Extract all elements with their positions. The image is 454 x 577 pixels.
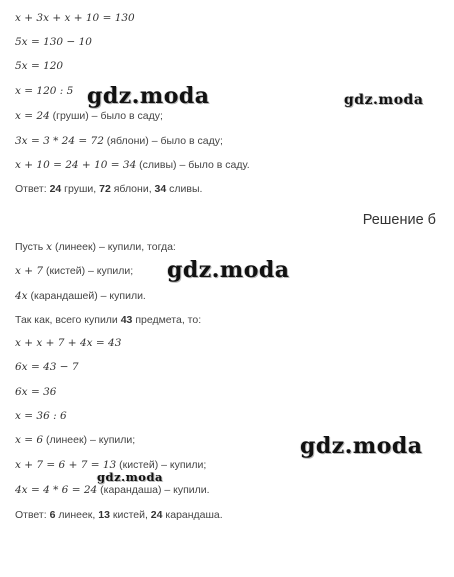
- line-text: линеек,: [55, 509, 99, 521]
- math-expression: 4x: [15, 290, 28, 302]
- line-text: (кистей) – купили;: [116, 459, 207, 471]
- line-text: карандаша.: [162, 509, 223, 521]
- answer-number: 24: [150, 509, 163, 521]
- solution-b-heading: Решение б: [362, 212, 436, 228]
- solution-b-answer: [15, 508, 223, 522]
- math-expression: x = 36 : 6: [15, 410, 67, 422]
- math-expression: x + 10 = 24 + 10 = 34: [15, 159, 137, 171]
- solution-b-line-3: [15, 289, 146, 303]
- line-text: (груши) – было в саду;: [49, 110, 163, 122]
- answer-number: 43: [120, 314, 133, 326]
- line-text: (яблони) – было в саду;: [103, 135, 223, 147]
- line-text: яблони,: [110, 183, 155, 195]
- math-expression: 5x = 120: [15, 60, 64, 72]
- solution-b-line-6: [15, 360, 79, 374]
- math-expression: 6x = 43 − 7: [15, 361, 79, 373]
- solution-a-answer: [15, 182, 202, 196]
- solution-b-line-11: [15, 483, 210, 497]
- solution-a-line-5: [15, 109, 163, 123]
- solution-b-line-1: [15, 240, 176, 254]
- answer-number: 13: [98, 509, 110, 521]
- line-text: кистей,: [109, 509, 151, 521]
- line-text: (кистей) – купили;: [43, 265, 134, 277]
- watermark-logo: gdz.moda: [344, 92, 424, 108]
- math-expression: 4x = 4 * 6 = 24: [15, 484, 98, 496]
- math-expression: 3x = 3 * 24 = 72: [15, 135, 104, 147]
- line-text: (карандаша) – купили.: [97, 484, 210, 496]
- solution-a-line-1: [15, 11, 135, 25]
- solution-a-line-6: [15, 134, 223, 148]
- answer-number: 6: [49, 509, 56, 521]
- watermark-logo: gdz.moda: [300, 433, 423, 459]
- answer-number: 34: [154, 183, 167, 195]
- answer-number: 72: [99, 183, 111, 195]
- solution-a-line-7: [15, 158, 250, 172]
- solution-a-line-4: [15, 84, 73, 98]
- math-expression: x + 7: [15, 265, 44, 277]
- solution-b-line-7: [15, 385, 56, 399]
- line-text: (линеек) – купили;: [43, 434, 136, 446]
- solution-b-line-2: [15, 264, 133, 278]
- line-text: Ответ:: [15, 509, 50, 521]
- line-text: сливы.: [166, 183, 203, 195]
- math-expression: x = 120 : 5: [15, 85, 74, 97]
- solution-a-line-2: [15, 35, 92, 49]
- watermark-logo: gdz.moda: [87, 83, 210, 109]
- solution-b-line-8: [15, 409, 67, 423]
- math-expression: x: [46, 241, 53, 253]
- math-expression: x = 24: [15, 110, 50, 122]
- watermark-logo: gdz.moda: [167, 257, 290, 283]
- math-expression: x = 6: [15, 434, 44, 446]
- line-text: (линеек) – купили, тогда:: [52, 241, 176, 253]
- line-text: (карандашей) – купили.: [27, 290, 146, 302]
- math-expression: x + x + 7 + 4x = 43: [15, 337, 122, 349]
- math-expression: 6x = 36: [15, 386, 57, 398]
- math-expression: x + 7 = 6 + 7 = 13: [15, 459, 117, 471]
- solution-b-line-4: [15, 313, 201, 327]
- line-text: (сливы) – было в саду.: [136, 159, 250, 171]
- watermark-logo: gdz.moda: [97, 470, 163, 484]
- solution-b-line-9: [15, 433, 135, 447]
- solution-b-line-5: [15, 336, 121, 350]
- math-expression: x + 3x + x + 10 = 130: [15, 12, 135, 24]
- solution-a-line-3: [15, 59, 63, 73]
- math-expression: 5x = 130 − 10: [15, 36, 92, 48]
- line-text: Пусть: [15, 241, 47, 253]
- line-text: Так как, всего купили: [15, 314, 121, 326]
- line-text: предмета, то:: [132, 314, 202, 326]
- line-text: Ответ:: [15, 183, 50, 195]
- line-text: груши,: [61, 183, 100, 195]
- answer-number: 24: [49, 183, 62, 195]
